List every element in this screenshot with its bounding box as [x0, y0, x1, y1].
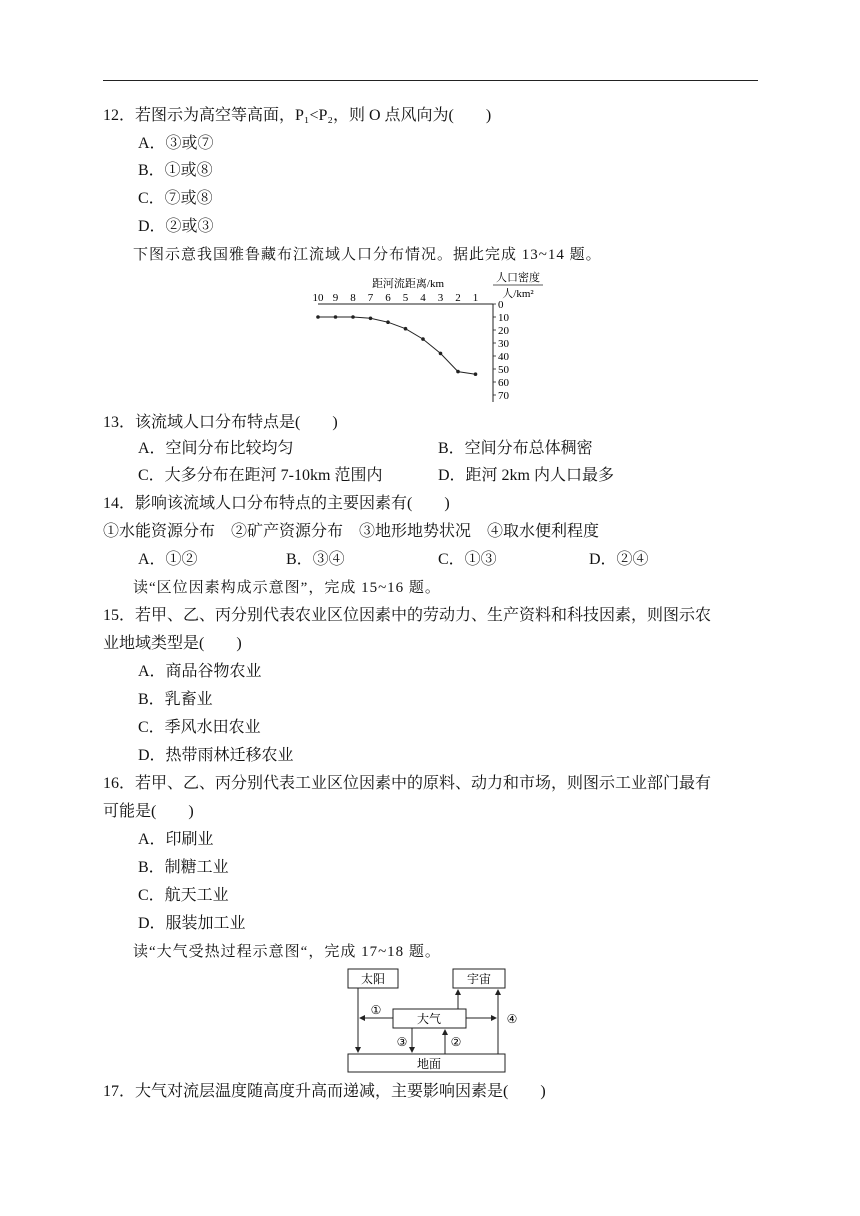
y-tick-label: 0 — [498, 299, 504, 311]
question-13-option-a: A．空间分布比较均匀 — [138, 440, 294, 457]
x-tick-label: 10 — [312, 292, 324, 304]
question-15-option-c: C．季风水田农业 — [138, 719, 261, 736]
question-15-option-b: B．乳畜业 — [138, 691, 213, 708]
x-tick-label: 9 — [332, 292, 339, 304]
question-17-stem: 17．大气对流层温度随高度升高而递减，主要影响因素是( ) — [103, 1083, 546, 1100]
ground-label: 地面 — [416, 1057, 442, 1071]
data-point — [421, 337, 425, 341]
question-13-stem: 13．该流域人口分布特点是( ) — [103, 414, 338, 431]
atmosphere-label: 大气 — [416, 1012, 442, 1026]
question-16-stem-line1: 16．若甲、乙、丙分别代表工业区位因素中的原料、动力和市场，则图示工业部门最有 — [103, 775, 712, 792]
question-12-option-d: D．②或③ — [138, 218, 214, 235]
population-density-chart — [310, 268, 560, 408]
label-3: ③ — [396, 1035, 408, 1049]
data-point — [369, 317, 373, 321]
x-tick-label: 4 — [420, 292, 426, 304]
x-tick-label: 1 — [472, 292, 479, 304]
x-tick-label: 3 — [437, 292, 444, 304]
x-tick-label: 5 — [402, 292, 409, 304]
intro-13-14: 下图示意我国雅鲁藏布江流域人口分布情况。据此完成 13~14 题。 — [133, 247, 602, 263]
question-12-stem: 12．若图示为高空等高面，P₁<P₂，则 O 点风向为( ) — [103, 107, 492, 124]
sun-label: 太阳 — [360, 972, 386, 986]
question-16-option-a: A．印刷业 — [138, 831, 214, 848]
question-16-option-d: D．服装加工业 — [138, 915, 246, 932]
question-14-option-b: B．③④ — [286, 551, 345, 568]
x-tick-label: 6 — [385, 292, 391, 304]
y-tick-label: 50 — [498, 364, 509, 376]
question-14-stem: 14．影响该流域人口分布特点的主要因素有( ) — [103, 495, 450, 512]
chart-yunit: 人/km² — [502, 288, 534, 300]
question-16-stem-line2: 可能是( ) — [103, 803, 194, 820]
question-16-option-c: C．航天工业 — [138, 887, 229, 904]
question-13-option-d: D．距河 2km 内人口最多 — [438, 467, 615, 484]
data-point — [439, 352, 443, 356]
x-tick-label: 7 — [367, 292, 374, 304]
data-point — [334, 315, 338, 319]
y-tick-label: 70 — [498, 390, 509, 402]
header-rule — [103, 80, 758, 81]
y-tick-label: 30 — [498, 338, 509, 350]
chart-series-line — [318, 317, 476, 374]
space-label: 宇宙 — [466, 972, 492, 986]
question-14-option-d: D．②④ — [589, 551, 649, 568]
atmosphere-heating-diagram — [340, 966, 530, 1076]
data-point — [351, 315, 355, 319]
label-2: ② — [450, 1035, 462, 1049]
chart-xlabel: 距河流距离/km — [371, 278, 445, 290]
intro-15-16: 读“区位因素构成示意图”，完成 15~16 题。 — [133, 580, 441, 596]
data-point — [404, 327, 408, 331]
question-13-option-b: B．空间分布总体稠密 — [438, 440, 593, 457]
question-12-option-b: B．①或⑧ — [138, 162, 213, 179]
y-tick-label: 60 — [498, 377, 509, 389]
data-point — [456, 370, 460, 374]
data-point — [386, 320, 390, 324]
question-14-option-c: C．①③ — [438, 551, 497, 568]
question-15-option-d: D．热带雨林迁移农业 — [138, 747, 294, 764]
question-15-stem-line2: 业地域类型是( ) — [103, 635, 242, 652]
y-tick-label: 10 — [498, 312, 509, 324]
data-point — [316, 315, 320, 319]
chart-ylabel: 人口密度 — [496, 272, 540, 284]
question-12-option-a: A．③或⑦ — [138, 135, 214, 152]
question-14-factors: ①水能资源分布 ②矿产资源分布 ③地形地势状况 ④取水便利程度 — [103, 523, 600, 540]
y-tick-label: 20 — [498, 325, 509, 337]
question-15-option-a: A．商品谷物农业 — [138, 663, 262, 680]
label-1: ① — [370, 1003, 382, 1017]
y-tick-label: 40 — [498, 351, 509, 363]
question-13-option-c: C．大多分布在距河 7-10km 范围内 — [138, 467, 383, 484]
x-tick-label: 2 — [455, 292, 461, 304]
intro-17-18: 读“大气受热过程示意图“，完成 17~18 题。 — [133, 944, 441, 960]
question-12-option-c: C．⑦或⑧ — [138, 190, 213, 207]
question-15-stem-line1: 15．若甲、乙、丙分别代表农业区位因素中的劳动力、生产资料和科技因素，则图示农 — [103, 607, 712, 624]
question-14-option-a: A．①② — [138, 551, 198, 568]
label-4: ④ — [506, 1012, 518, 1026]
question-16-option-b: B．制糖工业 — [138, 859, 229, 876]
x-tick-label: 8 — [350, 292, 356, 304]
data-point — [474, 372, 478, 376]
